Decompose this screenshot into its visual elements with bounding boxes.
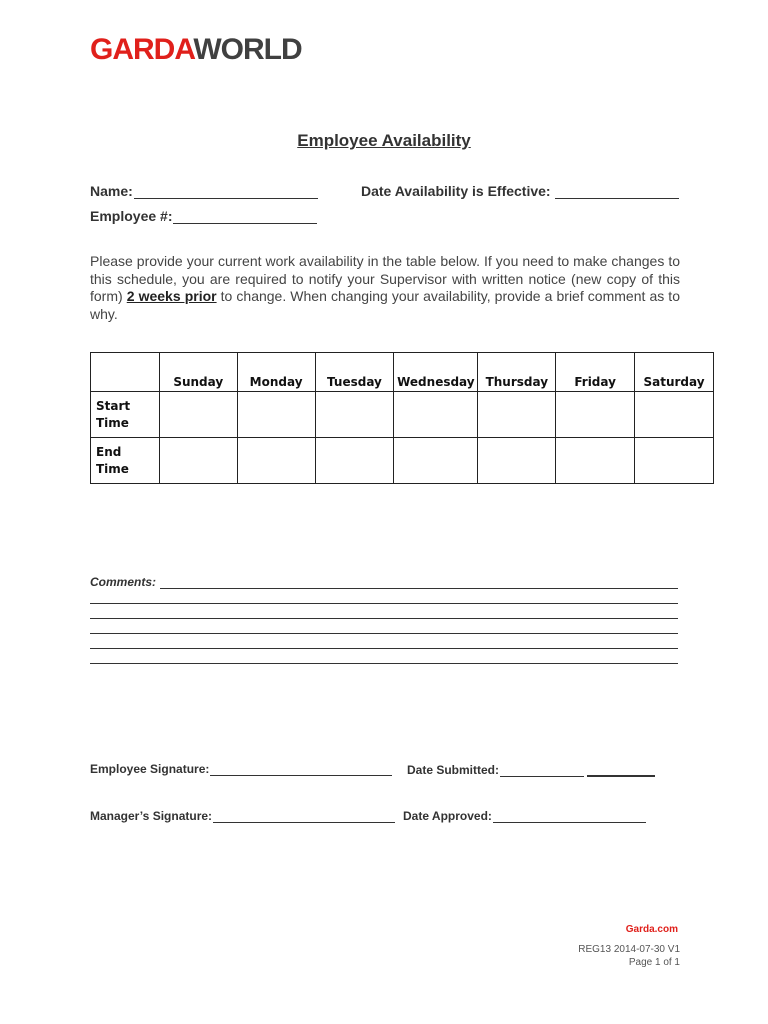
employee-signature-label: Employee Signature:: [90, 762, 210, 776]
employee-number-blank[interactable]: [173, 208, 317, 224]
page-number: Page 1 of 1: [628, 957, 680, 968]
row-label-end-time: [91, 438, 160, 484]
employee-number-label: Employee #:: [90, 208, 173, 224]
row-label-time: Time: [96, 415, 129, 430]
date-approved-blank[interactable]: [493, 809, 646, 823]
table-row-end-time: [91, 438, 714, 484]
comments-line[interactable]: [90, 648, 678, 649]
start-time-cell-sunday[interactable]: [159, 392, 237, 438]
name-field[interactable]: [90, 183, 318, 199]
comments-label: Comments:: [90, 575, 157, 589]
date-effective-label: Date Availability is Effective:: [361, 183, 551, 199]
start-time-cell-monday[interactable]: [237, 392, 315, 438]
day-header-sunday: Sunday: [159, 353, 237, 392]
start-time-cell-thursday[interactable]: [478, 392, 556, 438]
comments-line[interactable]: [160, 588, 678, 589]
start-time-cell-wednesday[interactable]: [394, 392, 478, 438]
date-submitted-field[interactable]: [407, 762, 655, 777]
employee-signature-field[interactable]: [90, 762, 392, 776]
logo-part-world: WORLD: [193, 33, 302, 66]
employee-signature-blank[interactable]: [210, 762, 392, 776]
form-code: REG13 2014-07-30 V1: [578, 944, 680, 955]
end-time-cell-monday[interactable]: [237, 438, 315, 484]
manager-signature-blank[interactable]: [213, 809, 395, 823]
name-blank[interactable]: [134, 183, 318, 199]
day-header-tuesday: Tuesday: [315, 353, 394, 392]
day-header-monday: Monday: [237, 353, 315, 392]
logo-part-garda: GARDA: [90, 33, 194, 66]
comments-line[interactable]: [90, 603, 678, 604]
name-label: Name:: [90, 183, 133, 199]
document-footer: [578, 943, 680, 969]
start-time-cell-friday[interactable]: [556, 392, 635, 438]
day-header-saturday: Saturday: [635, 353, 714, 392]
comments-line[interactable]: [90, 618, 678, 619]
start-time-cell-tuesday[interactable]: [315, 392, 394, 438]
date-submitted-label: Date Submitted:: [407, 763, 500, 777]
date-approved-label: Date Approved:: [403, 809, 492, 823]
date-effective-field[interactable]: [361, 183, 679, 199]
date-submitted-blank-extra[interactable]: [587, 762, 655, 777]
day-header-wednesday: Wednesday: [394, 353, 478, 392]
row-label-end: End: [96, 444, 122, 459]
date-approved-field[interactable]: [403, 809, 646, 823]
date-effective-blank[interactable]: [555, 183, 679, 199]
employee-number-field[interactable]: [90, 208, 317, 224]
manager-signature-field[interactable]: [90, 809, 395, 823]
day-header-friday: Friday: [556, 353, 635, 392]
comments-line[interactable]: [90, 663, 678, 664]
instructions-paragraph: [90, 253, 680, 323]
end-time-cell-saturday[interactable]: [635, 438, 714, 484]
manager-signature-label: Manager’s Signature:: [90, 809, 213, 823]
end-time-cell-thursday[interactable]: [478, 438, 556, 484]
start-time-cell-saturday[interactable]: [635, 392, 714, 438]
page-title: Employee Availability: [297, 131, 471, 150]
table-corner-cell: [91, 353, 160, 392]
availability-table: [90, 352, 714, 484]
garda-website-link[interactable]: Garda.com: [625, 924, 678, 935]
end-time-cell-sunday[interactable]: [159, 438, 237, 484]
end-time-cell-tuesday[interactable]: [315, 438, 394, 484]
comments-line[interactable]: [90, 633, 678, 634]
date-submitted-blank[interactable]: [500, 763, 584, 777]
day-header-thursday: Thursday: [478, 353, 556, 392]
instructions-emphasis: 2 weeks prior: [126, 288, 217, 304]
gardaworld-logo: [90, 34, 302, 66]
row-label-start: Start: [96, 398, 131, 413]
end-time-cell-friday[interactable]: [556, 438, 635, 484]
instructions-text-before: Please provide your current work availability in the table below. If you need to make changes to this schedule, you are required to notify your Supervisor with written notice (new copy of this form): [90, 253, 680, 304]
instructions-text-after: to change. When changing your availability, provide a brief comment as to why.: [90, 288, 680, 322]
table-row-start-time: [91, 392, 714, 438]
row-label-time: Time: [96, 461, 129, 476]
table-header-row: [91, 353, 714, 392]
end-time-cell-wednesday[interactable]: [394, 438, 478, 484]
row-label-start-time: [91, 392, 160, 438]
